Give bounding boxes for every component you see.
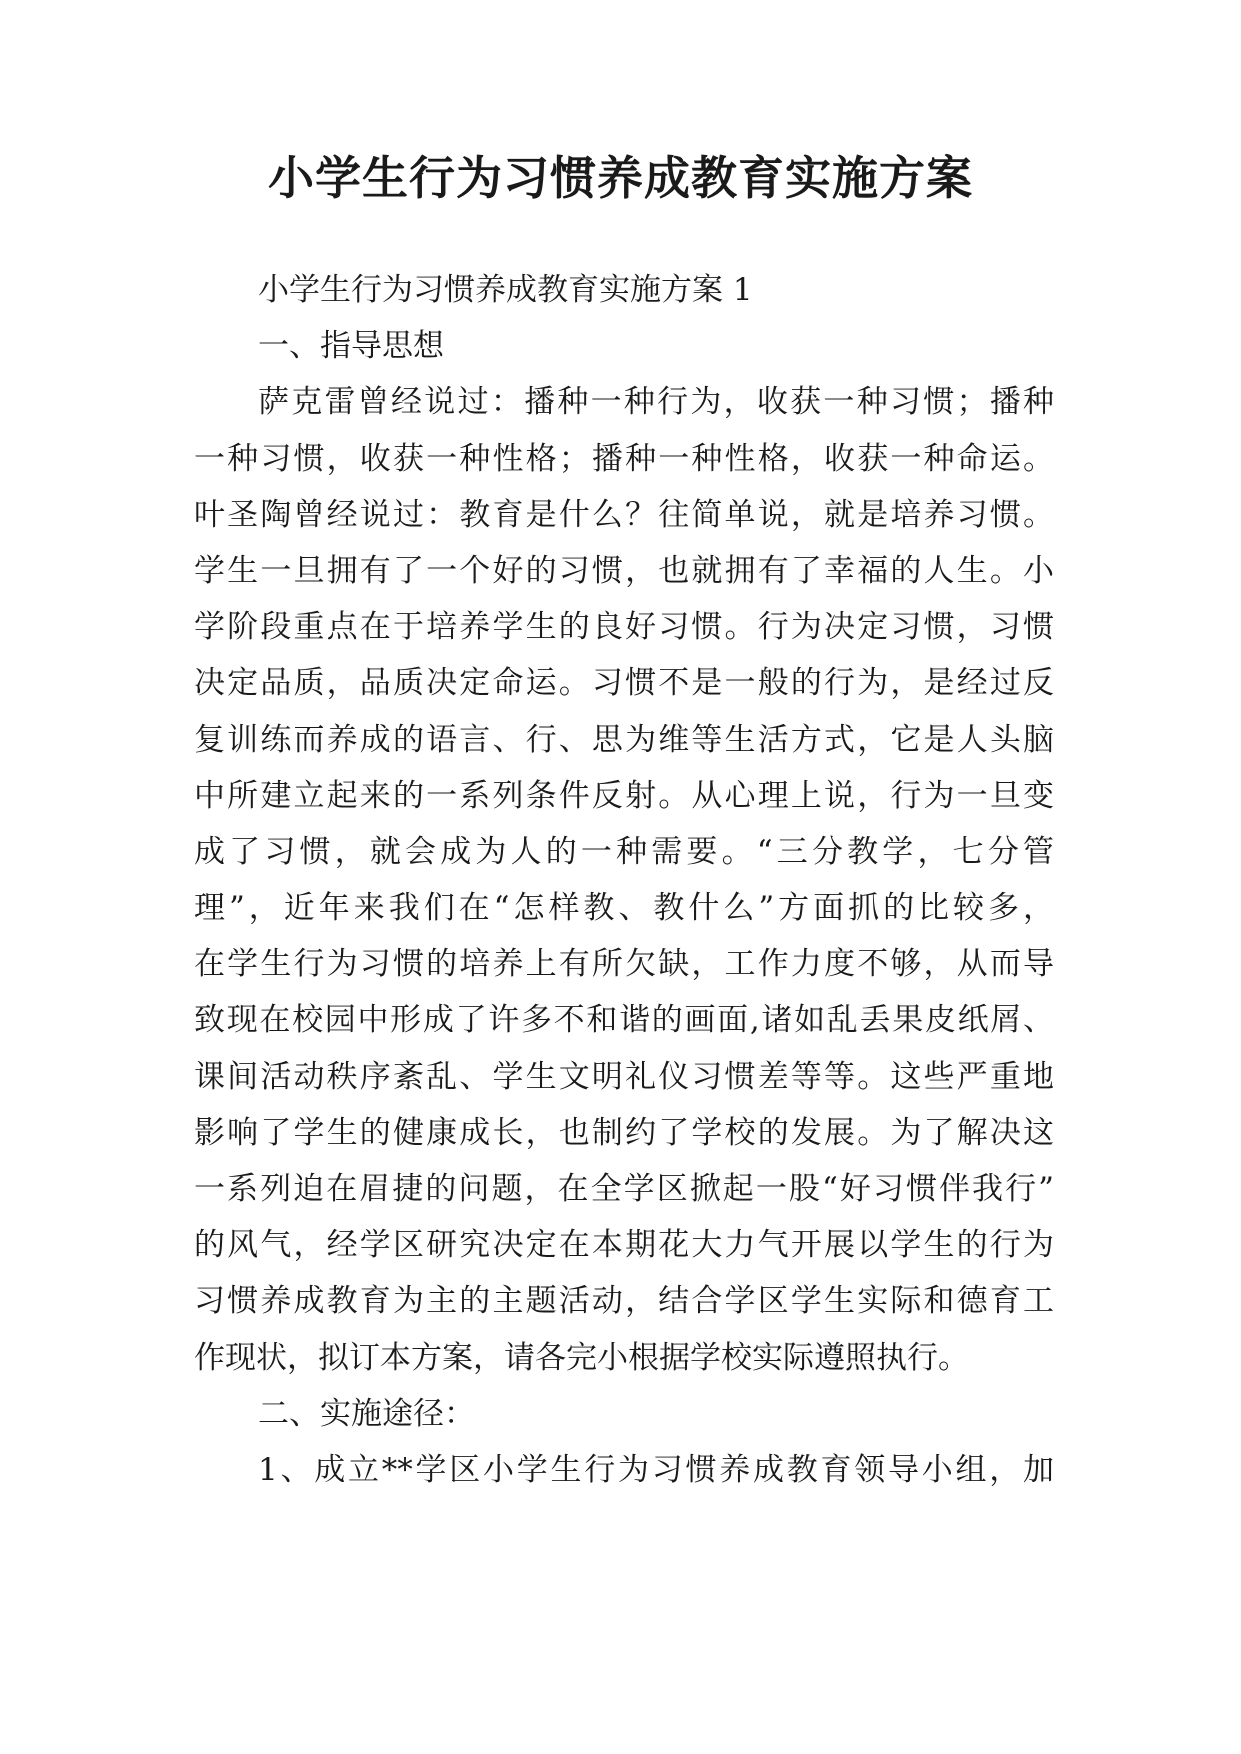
- paragraph-line: 的风气，经学区研究决定在本期花大力气开展以学生的行为: [194, 1227, 1054, 1264]
- paragraph-guiding-thought: [194, 374, 1054, 1385]
- paragraph-line: 课间活动秩序紊乱、学生文明礼仪习惯差等等。这些严重地: [194, 1058, 1054, 1095]
- paragraph-line: 一种习惯，收获一种性格；播种一种性格，收获一种命运。: [194, 440, 1054, 477]
- paragraph-line: 叶圣陶曾经说过：教育是什么？往简单说，就是培养习惯。: [194, 496, 1054, 533]
- section-heading-guiding-thought: 一、指导思想: [258, 328, 444, 365]
- paragraph-line: 决定品质，品质决定命运。习惯不是一般的行为，是经过反: [194, 665, 1054, 702]
- paragraph-line: 影响了学生的健康成长，也制约了学校的发展。为了解决这: [194, 1114, 1054, 1151]
- paragraph-line: 习惯养成教育为主的主题活动，结合学区学生实际和德育工: [194, 1283, 1054, 1320]
- paragraph-line: 复训练而养成的语言、行、思为维等生活方式，它是人头脑: [194, 721, 1054, 758]
- paragraph-line: 学阶段重点在于培养学生的良好习惯。行为决定习惯，习惯: [194, 609, 1054, 646]
- paragraph-line: 在学生行为习惯的培养上有所欠缺，工作力度不够，从而导: [194, 946, 1054, 983]
- section-heading-implementation: 二、实施途径：: [258, 1395, 475, 1432]
- document-title: 小学生行为习惯养成教育实施方案: [268, 151, 973, 205]
- paragraph-line: 萨克雷曾经说过：播种一种行为，收获一种习惯；播种: [258, 384, 1054, 421]
- paragraph-line: 致现在校园中形成了许多不和谐的画面,诸如乱丢果皮纸屑、: [194, 1002, 1054, 1039]
- document-body: [194, 262, 1054, 1498]
- list-item-leadership-group: 1、成立**学区小学生行为习惯养成教育领导小组，加: [258, 1451, 1054, 1488]
- document-subtitle: 小学生行为习惯养成教育实施方案 1: [258, 272, 753, 308]
- paragraph-line: 理”，近年来我们在“怎样教、教什么”方面抓的比较多，: [194, 890, 1054, 927]
- paragraph-line: 中所建立起来的一系列条件反射。从心理上说，行为一旦变: [194, 777, 1054, 814]
- paragraph-line: 一系列迫在眉捷的问题，在全学区掀起一股“好习惯伴我行”: [194, 1171, 1054, 1207]
- paragraph-line: 成了习惯，就会成为人的一种需要。“三分教学，七分管: [194, 833, 1054, 870]
- paragraph-line: 学生一旦拥有了一个好的习惯，也就拥有了幸福的人生。小: [194, 552, 1054, 589]
- paragraph-line: 作现状，拟订本方案，请各完小根据学校实际遵照执行。: [194, 1339, 969, 1376]
